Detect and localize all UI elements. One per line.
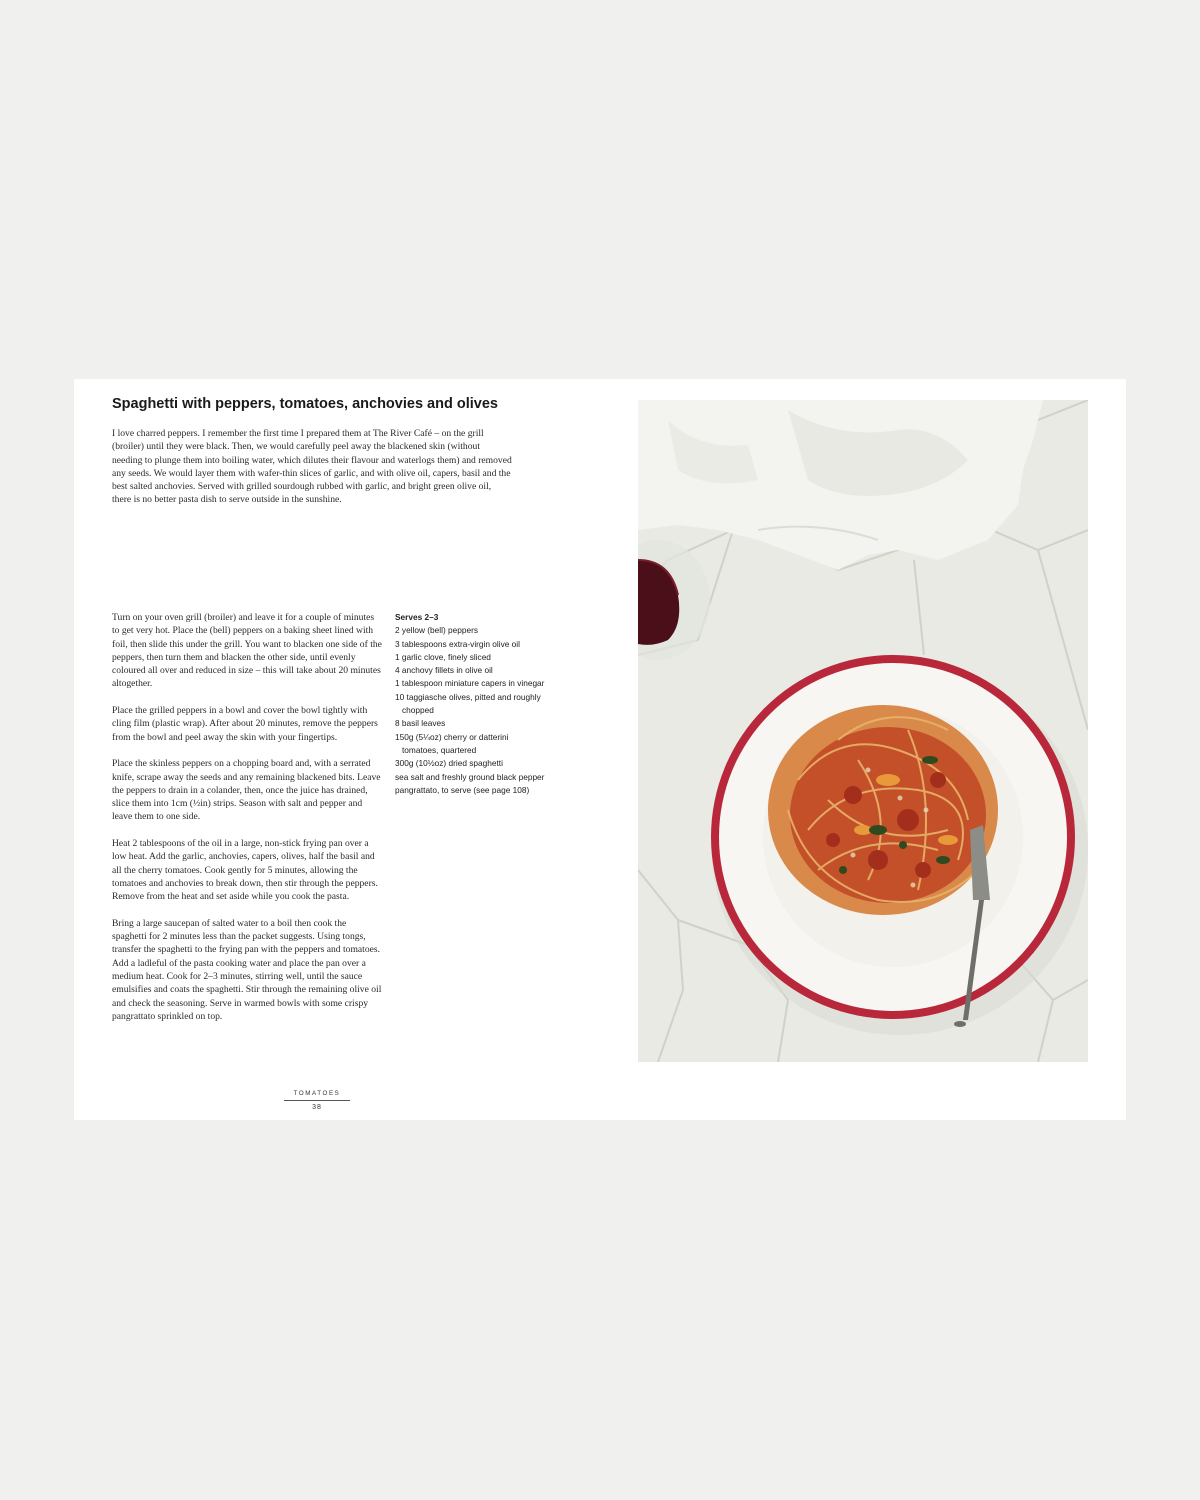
recipe-title: Spaghetti with peppers, tomatoes, anchovies and olives [112,396,498,412]
ingredient-item: 8 basil leaves [395,718,446,729]
method-step: Turn on your oven grill (broiler) and leave it for a couple of minutes to get very hot. Place the (bell) peppers on a baking sheet lined with foil, then slide this under the grill. You want to blacken one side of the peppers, then turn them and blacken the other side, until evenly coloured all over and reduced in size – this will take about 20 minutes altogether. [112,612,382,690]
method-step: Heat 2 tablespoons of the oil in a large, non-stick frying pan over a low heat. Add the garlic, anchovies, capers, olives, half the basil and all the cherry tomatoes. Cook gently for 5 minutes, allowing the tomatoes and anchovies to break down, then stir through the peppers. Remove from the heat and set aside while you cook the pasta. [112,838,378,903]
ingredient-item: 150g (5¼oz) cherry or datterini tomatoes, quartered [395,731,509,755]
method-column [112,611,382,1037]
serves-label: Serves 2–3 [395,612,439,622]
ingredient-list [395,624,545,797]
page-number: 38 [312,1104,322,1111]
method-step: Place the skinless peppers on a chopping board and, with a serrated knife, scrape away the seeds and any remaining blackened bits. Leave the peppers to drain in a colander, then, once the juice has drained, slice them into 1cm (½in) strips. Season with salt and pepper and leave them to one side. [112,758,381,823]
method-step: Bring a large saucepan of salted water to a boil then cook the spaghetti for 2 minutes less than the packet suggests. Using tongs, transfer the spaghetti to the frying pan with the peppers and tomatoes. Add a ladleful of the pasta cooking water and place the pan over a medium heat. Cook for 2–3 minutes, stirring well, until the sauce emulsifies and coats the spaghetti. Stir through the remaining olive oil and check the seasoning. Serve in warmed bowls with some crispy pangrattato sprinkled on top. [112,917,382,1022]
recipe-photo [638,400,1088,1062]
ingredient-item: sea salt and freshly ground black pepper [395,771,545,782]
page-footer [284,1090,350,1111]
method-step: Place the grilled peppers in a bowl and cover the bowl tightly with cling film (plastic wrap). After about 20 minutes, remove the peppers from the bowl and peel away the skin with your fingertips. [112,705,378,743]
ingredient-item: 1 tablespoon miniature capers in vinegar [395,678,545,689]
ingredient-item: 300g (10½oz) dried spaghetti [395,758,503,769]
ingredient-item: 4 anchovy fillets in olive oil [395,665,493,676]
ingredient-item: 10 taggiasche olives, pitted and roughly chopped [395,691,541,716]
ingredient-item: 1 garlic clove, finely sliced [395,651,491,662]
section-name: TOMATOES [284,1090,350,1101]
ingredients-column [395,611,545,797]
ingredient-item: 2 yellow (bell) peppers [395,625,479,636]
ingredient-item: 3 tablespoons extra-virgin olive oil [395,638,520,649]
ingredient-item: pangrattato, to serve (see page 108) [395,784,530,795]
recipe-intro: I love charred peppers. I remember the first time I prepared them at The River Café – on the grill (broiler) until they were black. Then, we would carefully peel away the blackened skin (without needing to plunge them into boiling water, which dilutes their flavour and waterlogs them) and removed any seeds. We would layer them with wafer-thin slices of garlic, and with olive oil, capers, basil and the best salted anchovies. Served with grilled sourdough rubbed with garlic, and bright green olive oil, there is no better pasta dish to serve outside in the sunshine. [112,428,512,506]
book-spread [74,379,1126,1120]
spaghetti [768,705,998,915]
